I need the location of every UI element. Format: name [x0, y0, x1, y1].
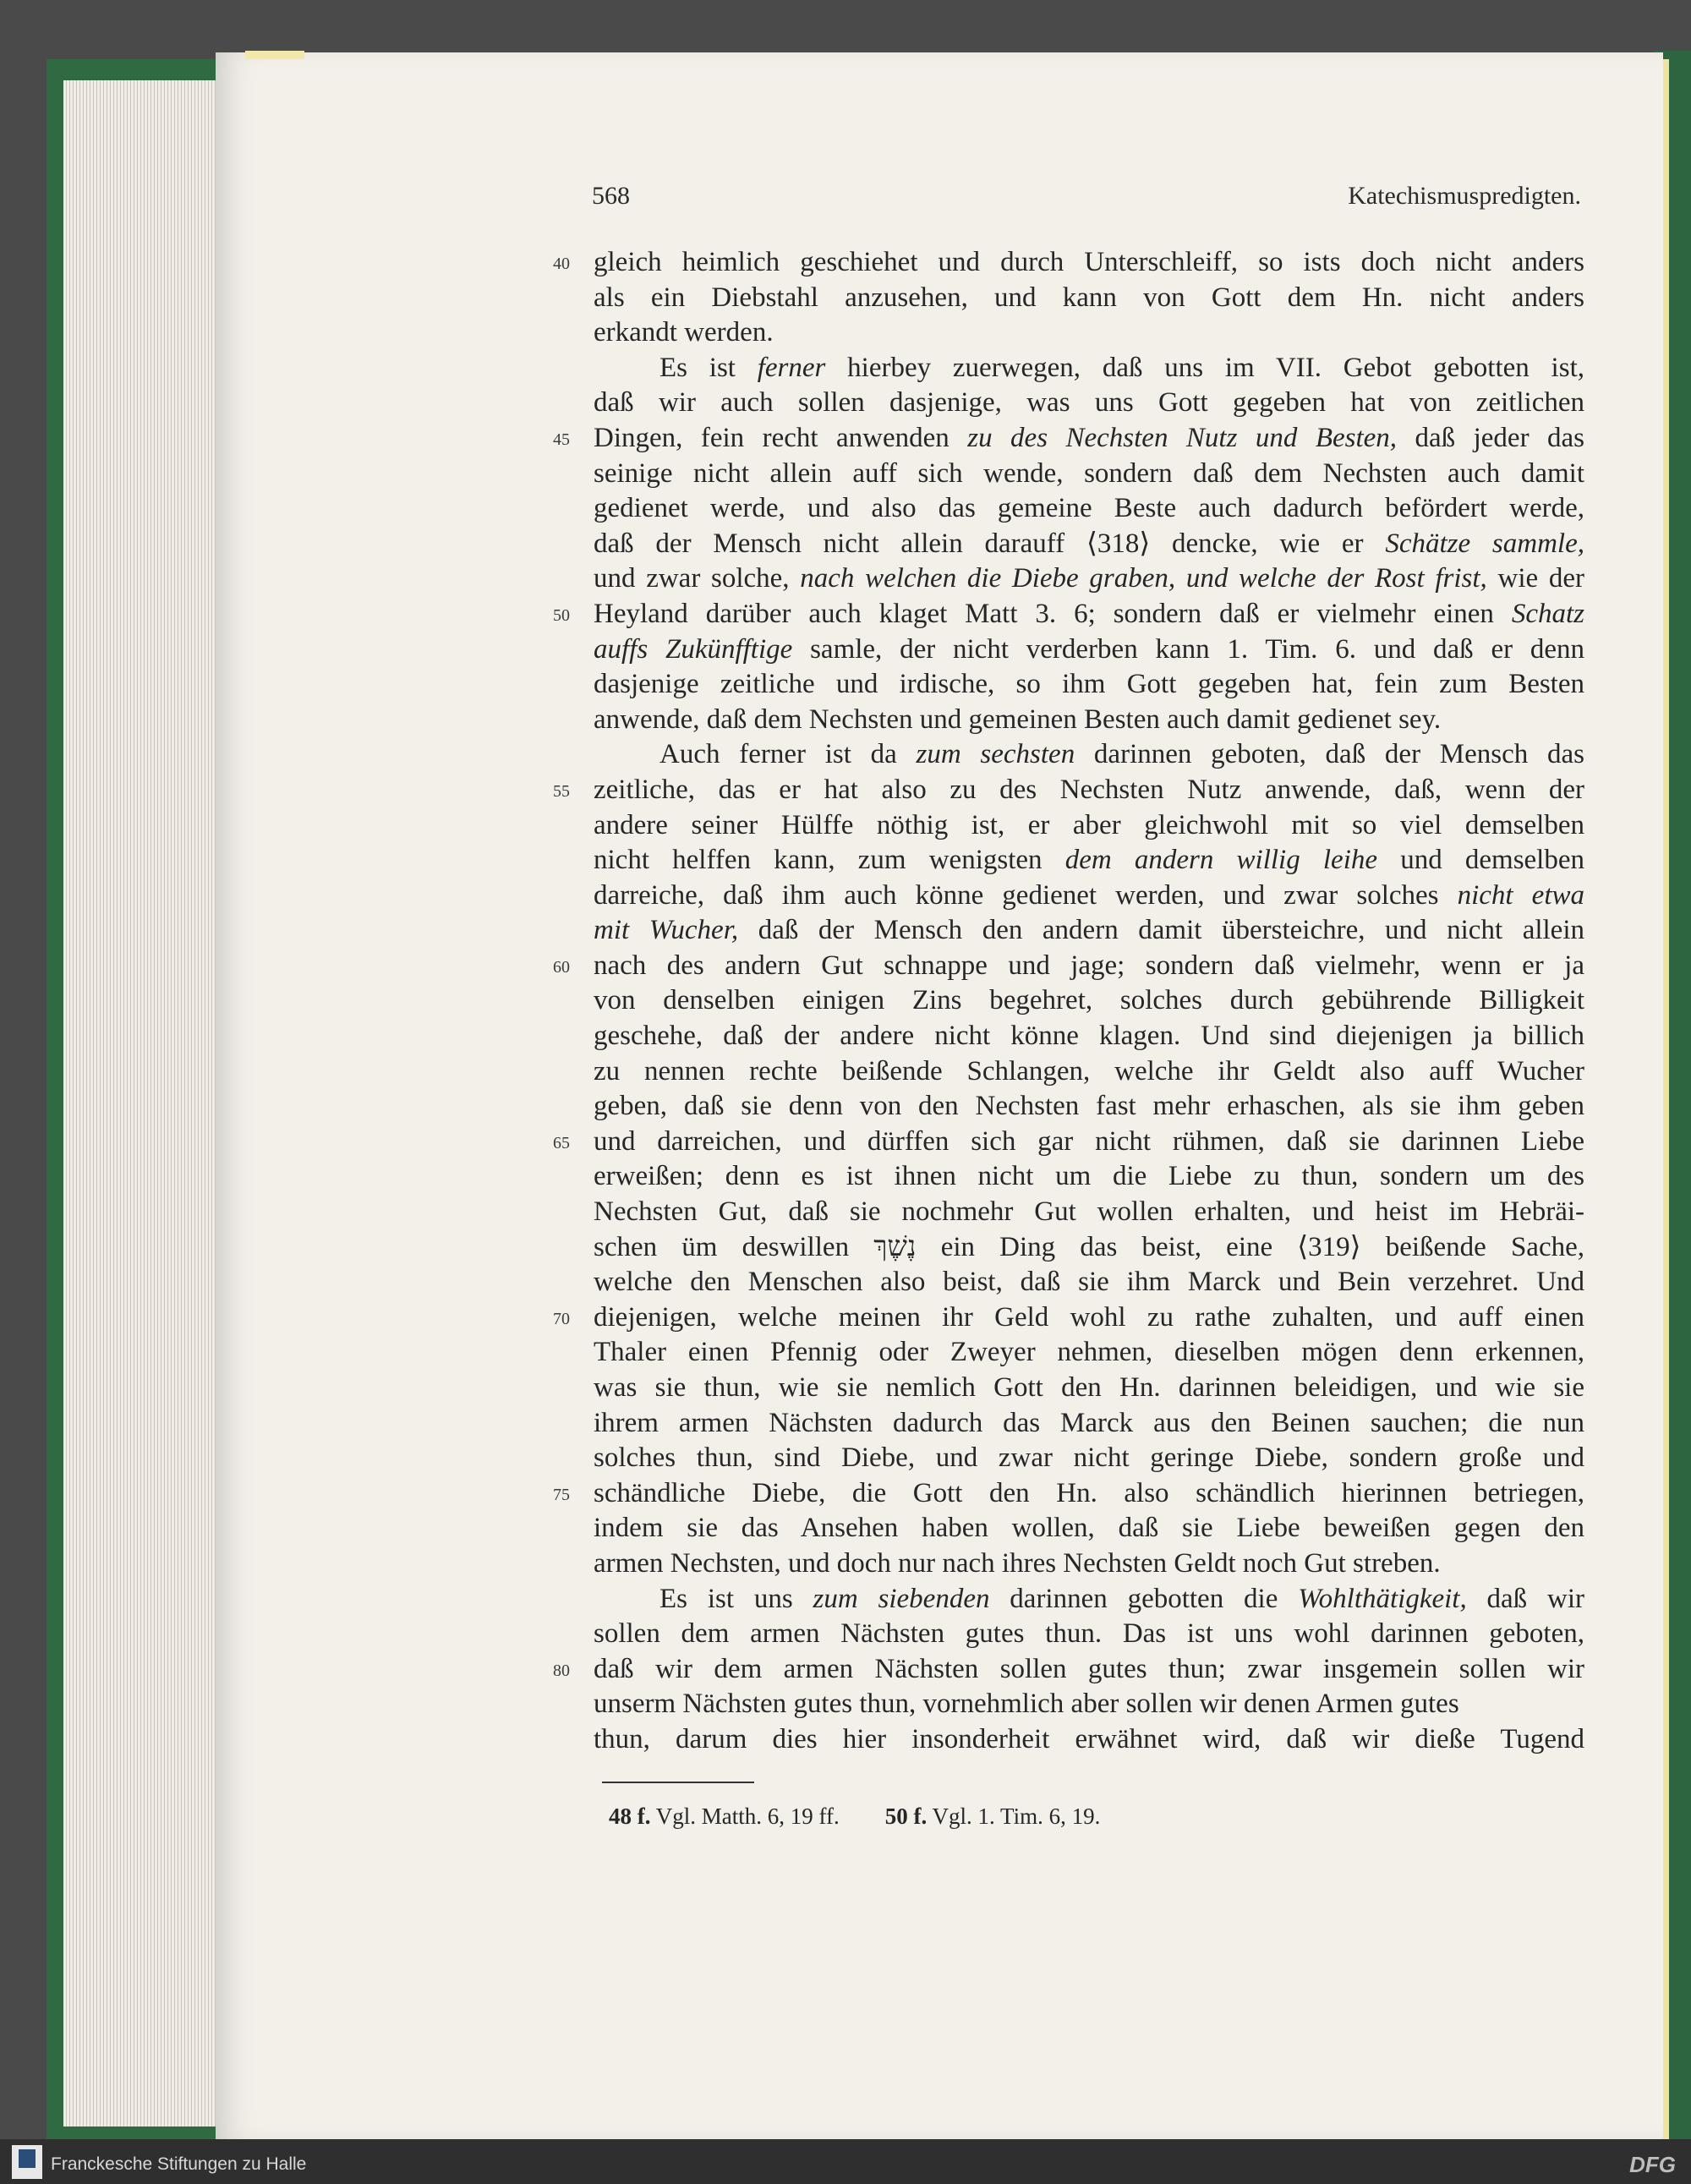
line-text: armen Nechsten, und doch nur nach ihres Nechsten Geldt noch Gut streben.: [594, 1547, 1441, 1579]
line-text: nach des andern Gut schnappe und jage; sondern daß vielmehr, wenn er ja: [594, 950, 1584, 981]
text-line: [553, 949, 1584, 984]
page-number: 568: [592, 182, 630, 210]
footnote-text: Vgl. 1. Tim. 6, 19.: [927, 1804, 1101, 1829]
text-line: [594, 1195, 1584, 1230]
institution-name: Franckesche Stiftungen zu Halle: [51, 2154, 307, 2174]
text-line: [594, 457, 1584, 492]
footnote-ref: 48 f.: [609, 1804, 651, 1829]
line-text: sollen dem armen Nächsten gutes thun. Das ist uns wohl darinnen geboten,: [594, 1618, 1584, 1650]
main-text: [553, 245, 1585, 1758]
line-text: welche den Menschen also beist, daß sie ihm Marck und Bein verzehret. Und: [594, 1267, 1584, 1298]
line-text: was sie thun, wie sie nemlich Gott den Hn. darinnen beleidigen, und wie sie: [594, 1372, 1584, 1403]
line-text: daß wir dem armen Nächsten sollen gutes thun; zwar insgemein sollen wir: [594, 1653, 1584, 1684]
line-text: schändliche Diebe, die Gott den Hn. also schändlich hierinnen betriegen,: [594, 1477, 1584, 1508]
line-text: schen üm deswillen נֶשֶׁךְ ein Ding das beist, eine ⟨319⟩ beißende Sache,: [594, 1231, 1584, 1262]
line-text: seinige nicht allein auff sich wende, sondern daß dem Nechsten auch damit: [594, 457, 1584, 489]
line-text: gedienet werde, und also das gemeine Beste auch dadurch befördert werde,: [594, 493, 1584, 524]
line-number: 55: [553, 781, 570, 801]
line-text: indem sie das Ansehen haben wollen, daß sie Liebe beweißen gegen den: [594, 1513, 1584, 1544]
line-text: thun, darum dies hier insonderheit erwähnet wird, daß wir dieße Tugend: [594, 1723, 1584, 1754]
text-line: [553, 1652, 1584, 1688]
text-line: [553, 1476, 1584, 1512]
text-line: [594, 281, 1584, 316]
line-text: Thaler einen Pfennig oder Zweyer nehmen, dieselben mögen denn erkennen,: [594, 1337, 1584, 1368]
text-line: [594, 1582, 1584, 1617]
text-line: [594, 703, 1584, 738]
line-text: diejenigen, welche meinen ihr Geld wohl zu rathe zuhalten, und auff einen: [594, 1301, 1584, 1333]
line-text: anwende, daß dem Nechsten und gemeinen Besten auch damit gedienet sey.: [594, 703, 1442, 735]
line-text: und zwar solche, nach welchen die Diebe graben, und welche der Rost frist, wie der: [594, 563, 1584, 594]
footnote-ref: 50 f.: [884, 1804, 928, 1829]
page-top-edge: [245, 51, 304, 59]
line-text: und darreichen, und dürffen sich gar nicht rühmen, daß sie darinnen Liebe: [594, 1125, 1584, 1157]
text-line: [594, 632, 1584, 668]
line-text: Auch ferner ist da zum sechsten darinnen geboten, daß der Mensch das: [659, 739, 1584, 770]
institution-logo-icon: [12, 2145, 42, 2179]
line-text: mit Wucher, daß der Mensch den andern damit übersteichre, und nicht allein: [594, 915, 1584, 946]
line-text: Nechsten Gut, daß sie nochmehr Gut wollen erhalten, und heist im Hebräi-: [594, 1196, 1584, 1228]
line-text: geben, daß sie denn von den Nechsten fast mehr erhaschen, als sie ihm geben: [594, 1091, 1584, 1122]
text-line: [594, 808, 1584, 844]
line-text: daß der Mensch nicht allein darauff ⟨318⟩ dencke, wie er Schätze sammle,: [594, 528, 1584, 559]
text-line: [594, 1089, 1584, 1125]
line-text: erkandt werden.: [594, 317, 774, 348]
line-text: solches thun, sind Diebe, und zwar nicht geringe Diebe, sondern große und: [594, 1442, 1584, 1474]
footnote-text: Vgl. Matth. 6, 19 ff.: [650, 1804, 840, 1829]
text-line: [594, 1617, 1584, 1652]
text-line: [594, 1054, 1584, 1090]
text-line: [594, 843, 1584, 879]
text-line: [553, 245, 1584, 281]
text-line: [594, 1687, 1584, 1722]
line-number: 65: [553, 1133, 570, 1152]
text-line: [594, 386, 1584, 421]
text-line: [553, 1300, 1584, 1336]
line-text: dasjenige zeitliche und irdische, so ihm Gott gegeben hat, fein zum Besten: [594, 669, 1584, 700]
line-number: 70: [553, 1309, 570, 1328]
text-line: [594, 561, 1584, 597]
line-text: als ein Diebstahl anzusehen, und kann von Gott dem Hn. nicht anders: [594, 282, 1584, 313]
line-text: gleich heimlich geschiehet und durch Unterschleiff, so ists doch nicht anders: [594, 247, 1584, 277]
line-number: 45: [553, 430, 570, 449]
text-line: [594, 737, 1584, 773]
line-text: zeitliche, das er hat also zu des Nechsten Nutz anwende, daß, wenn der: [594, 774, 1584, 805]
line-text: daß wir auch sollen dasjenige, was uns Gott gegeben hat von zeitlichen: [594, 387, 1584, 419]
footnote-rule: [602, 1782, 754, 1783]
text-line: [553, 773, 1584, 808]
line-text: geschehe, daß der andere nicht könne klagen. Und sind diejenigen ja billich: [594, 1021, 1584, 1052]
line-text: erweißen; denn es ist ihnen nicht um die Liebe zu thun, sondern um des: [594, 1161, 1584, 1192]
line-number: 40: [553, 255, 570, 273]
line-text: andere seiner Hülffe nöthig ist, er aber gleichwohl mit so viel demselben: [594, 809, 1584, 840]
text-line: [594, 1335, 1584, 1371]
line-number: 60: [553, 957, 570, 977]
text-line: [594, 1265, 1584, 1300]
line-text: von denselben einigen Zins begehret, solches durch gebührende Billigkeit: [594, 985, 1584, 1016]
line-text: nicht helffen kann, zum wenigsten dem andern willig leihe und demselben: [594, 845, 1584, 876]
text-line: [594, 913, 1584, 949]
text-line: [594, 491, 1584, 527]
text-line: [594, 1441, 1584, 1476]
text-line: [594, 1511, 1584, 1546]
footnotes: [609, 1804, 1100, 1830]
text-line: [594, 983, 1584, 1019]
text-line: [553, 421, 1584, 457]
line-text: auffs Zukünfftige samle, der nicht verderben kann 1. Tim. 6. und daß er denn: [594, 633, 1585, 665]
line-text: Dingen, fein recht anwenden zu des Nechsten Nutz und Besten, daß jeder das: [594, 422, 1584, 453]
page-header: [592, 182, 1581, 219]
line-text: Es ist ferner hierbey zuerwegen, daß uns im VII. Gebot gebotten ist,: [659, 352, 1584, 383]
line-text: Heyland darüber auch klaget Matt 3. 6; sondern daß er vielmehr einen Schatz: [594, 598, 1584, 629]
text-line: [594, 879, 1584, 914]
text-line: [594, 527, 1584, 562]
line-number: 75: [553, 1485, 570, 1504]
line-text: unserm Nächsten gutes thun, vornehmlich aber sollen wir denen Armen gutes: [594, 1689, 1459, 1720]
text-line: [553, 597, 1584, 632]
text-line: [594, 315, 1584, 351]
text-line: [594, 1722, 1584, 1758]
dfg-logo: DFG: [1629, 2152, 1676, 2177]
line-number: 80: [553, 1661, 570, 1680]
running-head: Katechismuspredigten.: [1348, 182, 1581, 210]
line-text: ihrem armen Nächsten dadurch das Marck aus den Beinen sauchen; die nun: [594, 1407, 1584, 1438]
text-line: [594, 351, 1584, 386]
line-text: darreiche, daß ihm auch könne gedienet werden, und zwar solches nicht etwa: [594, 879, 1584, 911]
text-line: [594, 1019, 1584, 1054]
line-number: 50: [553, 605, 570, 625]
text-line: [594, 1371, 1584, 1406]
text-line: [594, 1546, 1584, 1582]
text-line: [553, 1125, 1584, 1160]
text-line: [594, 667, 1584, 703]
line-text: Es ist uns zum siebenden darinnen gebotten die Wohlthätigkeit, daß wir: [659, 1583, 1584, 1614]
line-text: zu nennen rechte beißende Schlangen, welche ihr Geldt also auff Wucher: [594, 1055, 1584, 1087]
text-line: [594, 1230, 1584, 1266]
text-line: [594, 1159, 1584, 1195]
text-line: [594, 1406, 1584, 1442]
